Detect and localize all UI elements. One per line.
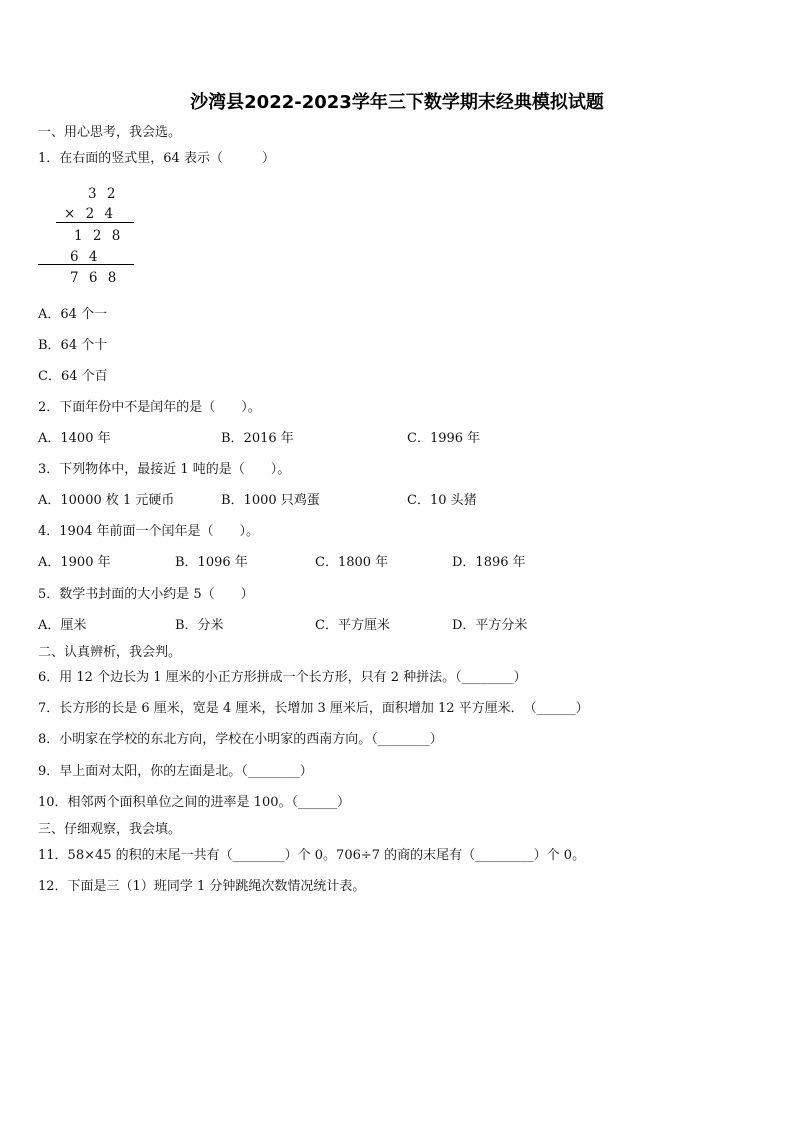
section-3-heading: 三、仔细观察，我会填。 [38, 822, 182, 837]
question-1-option-a: A．64 个一 [38, 307, 108, 322]
question-4-option-a: A．1900 年 [38, 555, 111, 570]
question-4-option-c: C．1800 年 [315, 555, 389, 570]
question-5-option-c: C．平方厘米 [315, 618, 390, 633]
question-8: 8．小明家在学校的东北方向，学校在小明家的西南方向。（________） [38, 732, 443, 747]
question-4-option-d: D．1896 年 [452, 555, 526, 570]
question-10: 10．相邻两个面积单位之间的进率是 100。（______） [38, 795, 350, 810]
calc-rule-2 [38, 264, 134, 265]
section-1-heading: 一、用心思考，我会选。 [38, 125, 182, 140]
question-4-option-b: B．1096 年 [175, 555, 248, 570]
question-1-option-b: B．64 个十 [38, 338, 108, 353]
question-2-option-b: B．2016 年 [221, 431, 294, 446]
calc-row-partial-2: 6 4 [70, 249, 101, 265]
question-2-option-a: A．1400 年 [38, 431, 111, 446]
question-3-option-b: B．1000 只鸡蛋 [221, 493, 320, 508]
question-1-option-c: C．64 个百 [38, 369, 108, 384]
question-9: 9．早上面对太阳，你的左面是北。（________） [38, 764, 313, 779]
question-4-stem: 4．1904 年前面一个闰年是（ ）。 [38, 524, 259, 539]
calc-row-partial-1: 1 2 8 [74, 228, 124, 244]
section-2-heading: 二、认真辨析，我会判。 [38, 645, 182, 660]
calc-row-multiplicand: 3 2 [88, 186, 119, 202]
page-title: 沙湾县2022-2023学年三下数学期末经典模拟试题 [190, 92, 604, 113]
calc-row-product: 7 6 8 [70, 270, 120, 286]
calc-rule-1 [56, 222, 134, 223]
question-5-option-b: B．分米 [175, 618, 224, 633]
question-11: 11．58×45 的积的末尾一共有（________）个 0。706÷7 的商的末尾有（_________）个 0。 [38, 848, 586, 863]
question-3-option-c: C．10 头猪 [407, 493, 477, 508]
question-3-stem: 3．下列物体中，最接近 1 吨的是（ ）。 [38, 462, 291, 477]
question-12: 12．下面是三（1）班同学 1 分钟跳绳次数情况统计表。 [38, 879, 366, 894]
calc-row-multiplier: × 2 4 [64, 206, 117, 222]
question-5-stem: 5．数学书封面的大小约是 5（ ） [38, 587, 254, 602]
question-3-option-a: A．10000 枚 1 元硬币 [38, 493, 175, 508]
question-1-stem: 1．在右面的竖式里，64 表示（ ） [38, 151, 275, 166]
vertical-multiplication [38, 182, 148, 292]
question-2-stem: 2．下面年份中不是闰年的是（ ）。 [38, 400, 261, 415]
question-6: 6．用 12 个边长为 1 厘米的小正方形拼成一个长方形，只有 2 种拼法。（________） [38, 670, 527, 685]
question-2-option-c: C．1996 年 [407, 431, 481, 446]
question-7: 7．长方形的长是 6 厘米，宽是 4 厘米，长增加 3 厘米后，面积增加 12 平方厘米． （______） [38, 701, 589, 716]
question-5-option-a: A．厘米 [38, 618, 87, 633]
question-5-option-d: D．平方分米 [452, 618, 528, 633]
